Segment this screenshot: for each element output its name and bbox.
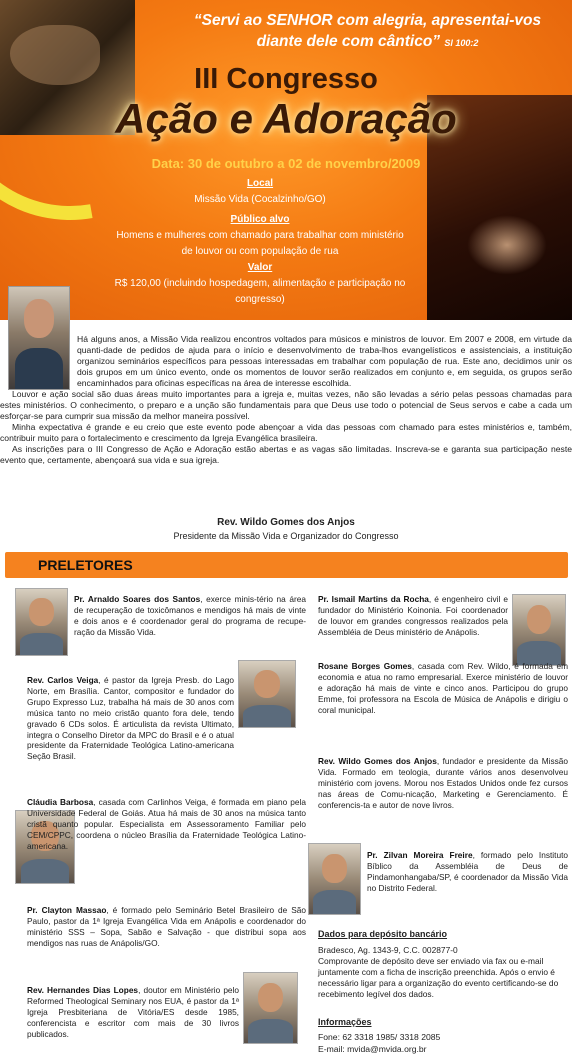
deposito-text: Comprovante de depósito deve ser enviado via fax ou e-mail juntamente com a ficha de inscrição preenchida. Após o envio é necessário ligar para a organização do evento certificando-se do recebimento legível dos dados.	[318, 956, 559, 999]
bio-clayton: Pr. Clayton Massao, é formado pelo Seminário Betel Brasileiro de São Paulo, pastor da 1ª Igreja Evangélica Vida em Anápolis e coordenador do ministério SSS – Sopa, Sabão e Salvação - que distribui sopa aos mendigos nas ruas de Anápolis/GO.	[27, 905, 306, 948]
valor-label: Valor	[247, 262, 273, 273]
informacoes-heading: Informações	[318, 1017, 372, 1027]
bio-carlos-part1: Rev. Carlos Veiga, é pastor da Igreja Presb. do Lago Norte, em Brasília. Cantor, compositor e fundador do Grupo Expresso Luz, trabalha há mais de 30 anos com música tanto no meio cristão quanto fora dele, tendo gravado 6 CDs solos. É articulista da revista Ultimato, integra o Conselho Diretor da MPC do Brasil e é o atual presidente da Fraternidade Teológica Latino-americana Seção Brasil.	[27, 675, 234, 762]
contact-phone: Fone: 62 3318 1985/ 3318 2085	[318, 1032, 441, 1042]
intro-paragraph-3: Minha expectativa é grande e eu creio que este evento pode abençoar a vida das pessoas com chamado para estes ministérios e, também, contribuir muito para o fortalecimento e crescimento da Igreja Evangélica brasileira.	[0, 422, 572, 443]
bio-zilvan: Pr. Zilvan Moreira Freire, formado pelo Instituto Bíblico da Assembléia de Deus de Pindamonhangaba/SP, é coordenador da Missão Vida no Distrito Federal.	[367, 850, 568, 893]
ismail-photo	[512, 594, 566, 666]
informacoes-info	[318, 1031, 570, 1055]
bio-arnaldo: Pr. Arnaldo Soares dos Santos, exerce minis-tério na área de recuperação de toxicômanos e mendigos há mais de vinte e dois anos e é coordenador geral do programa de recupe-ração da Missão Vida.	[74, 594, 307, 637]
event-info	[110, 176, 410, 308]
preletores-title: PRELETORES	[38, 557, 133, 573]
deposito-bank: Bradesco, Ag. 1343-9, C.C. 002877-0	[318, 945, 458, 955]
bio-claudia: Cláudia Barbosa, casada com Carlinhos Veiga, é formada em piano pela Universidade Federal de Goiás. Atua há mais de 30 anos na música tanto cristã quanto popular. Especialista em Assessoramento Familiar pelo CEM/CPPC, coordena o núcleo Brasília da Fraternidade Teológica Latino-americana.	[27, 797, 306, 851]
bio-hernandes: Rev. Hernandes Dias Lopes, doutor em Ministério pelo Reformed Theological Seminary nos EUA, é pastor da 1ª Igreja Presbiteriana de Vitória/ES desde 1985, conferencista e escritor com mais de 30 livros publicados.	[27, 985, 240, 1039]
signature-role: Presidente da Missão Vida e Organizador do Congresso	[173, 531, 399, 541]
zilvan-photo	[308, 843, 361, 915]
bio-ismail: Pr. Ismail Martins da Rocha, é engenheiro civil e fundador do Ministério Koinonia. Foi coordenador de louvor em grandes congressos realizados pela Assembléia de Deus ministério de Anápolis.	[318, 594, 508, 637]
bio-rosane: Rosane Borges Gomes, casada com Rev. Wildo, é formada em economia e atua no ramo empresarial. Exerce ministério de louvor e adoração há mais de vinte e cinco anos. Participou do grupo Emme, foi professora na Escola de Música de Anápolis e dirigiu o coral municipal.	[318, 661, 568, 715]
local-label: Local	[246, 178, 274, 189]
preletores-header	[5, 552, 568, 578]
bio-wildo: Rev. Wildo Gomes dos Anjos, fundador e presidente da Missão Vida. Formado em teologia, durante vários anos desenvolveu ministério com jovens. Morou nos Estados Unidos onde fez cursos nas áreas de Comu-nicação, Marketing e Gerenciamento. É conferencis-ta e autor de nove livros.	[318, 756, 568, 810]
deposito-heading: Dados para depósito bancário	[318, 929, 448, 939]
carlos-photo	[238, 660, 296, 728]
intro-text	[0, 334, 572, 466]
contact-email[interactable]: E-mail: mvida@mvida.org.br	[318, 1044, 427, 1054]
event-date: Data: 30 de outubro a 02 de novembro/2009	[151, 156, 421, 171]
intro-paragraph-2: Louvor e ação social são duas áreas muito importantes para a igreja e, muitas vezes, não são levadas a sério pelas pessoas chamadas para estes ministérios. O conhecimento, o preparo e a unção são fundamentais para que Deus use todo o potencial de Seus servos e cabe a cada um esforçar-se para cumprir sua missão da melhor maneira possível.	[0, 389, 572, 421]
event-banner	[0, 0, 572, 320]
local-value: Missão Vida (Cocalzinho/GO)	[194, 194, 326, 205]
quote-reference: Sl 100:2	[444, 38, 479, 48]
valor-value: R$ 120,00 (incluindo hospedagem, alimentação e participação no congresso)	[114, 278, 406, 305]
signature-name: Rev. Wildo Gomes dos Anjos	[217, 517, 355, 528]
intro-paragraph-4: As inscrições para o III Congresso de Ação e Adoração estão abertas e as vagas são limitadas. Inscreva-se e garanta sua participação neste evento que, certamente, abençoará sua vida e sua igreja.	[0, 444, 572, 465]
event-title-line1: III Congresso	[194, 63, 378, 95]
banner-quote: “Servi ao SENHOR com alegria, apresentai-vos diante dele com cântico” Sl 100:2	[193, 12, 542, 50]
event-title-line2: Ação e Adoração	[115, 95, 457, 142]
intro-paragraph-1: Há alguns anos, a Missão Vida realizou encontros voltados para músicos e ministros de louvor. Em 2007 e 2008, em virtude da quanti-dade de pedidos de ajuda para o início e desenvolvimento de traba-lhos evangelísticos e assistenciais, a instituição organizou seminários específicos para pessoas interessadas em trabalhar com população de rua. Este ano, decidimos unir os dois grupos em um único evento, onde os momentos de louvor serão realizados em conjunto e, em seguida, os grupos serão encaminhados para oficinas específicas na área de interesse escolhida.	[77, 334, 572, 388]
deposito-info	[318, 945, 570, 1000]
publico-label: Público alvo	[230, 214, 290, 225]
publico-value: Homens e mulheres com chamado para trabalhar com ministério de louvor ou com população de rua	[116, 230, 404, 257]
arnaldo-photo	[15, 588, 68, 656]
hernandes-photo	[243, 972, 298, 1044]
